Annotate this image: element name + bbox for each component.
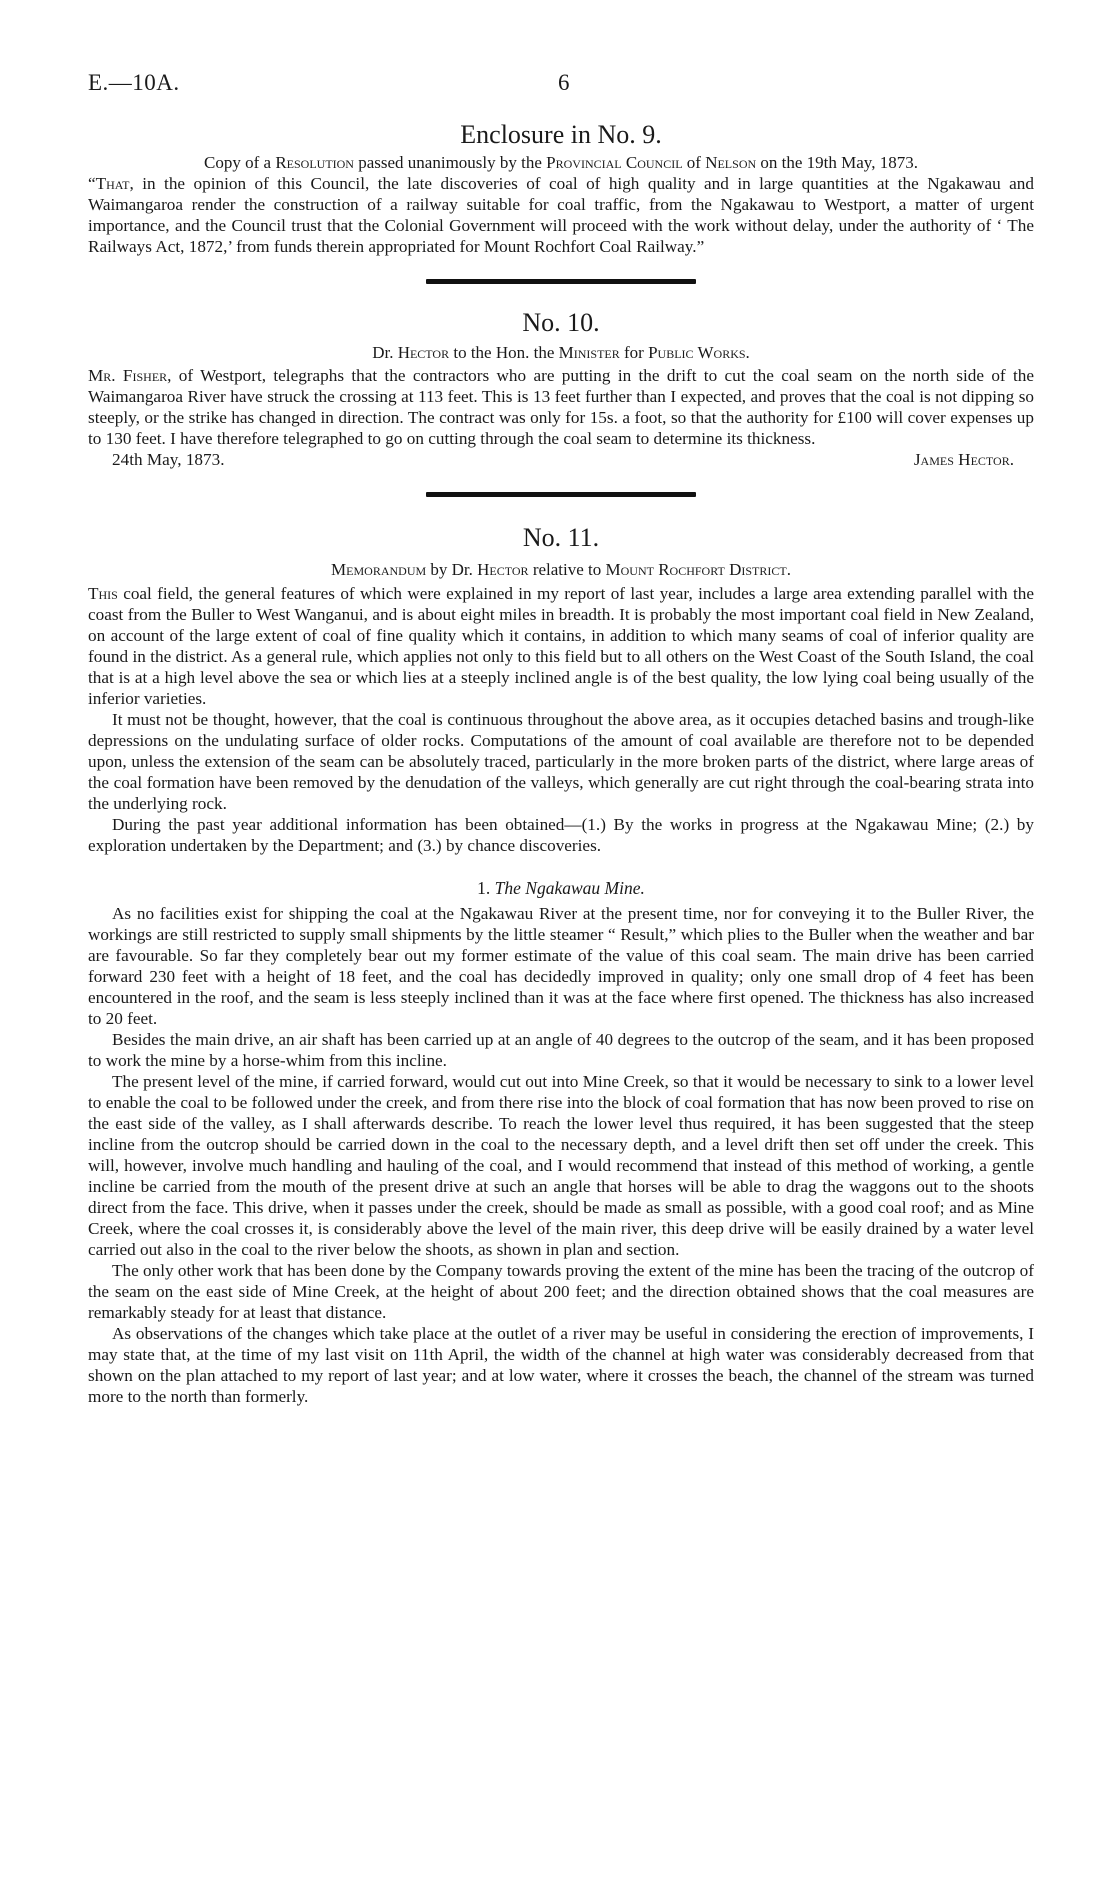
section-divider bbox=[426, 492, 696, 497]
section-paragraph: As no facilities exist for shipping the coal at the Ngakawau River at the present time, nor for conveying it to the Buller River, the workings are still restricted to supply small shipments by the little steamer “ Result,” which plies to the Buller when the weather and bar are favourable. So far they completely bear out my former estimate of the value of this coal seam. The main drive has been carried forward 230 feet with a height of 18 feet, and the coal has decidedly improved in quality; only one small drop of 4 feet has been encountered in the roof, and the seam is less steeply inclined than it was at the face where first opened. The thickness has also increased to 20 feet. bbox=[88, 904, 1034, 1028]
text-span: Hector bbox=[477, 560, 529, 579]
document-reference: E.—10A. bbox=[88, 70, 180, 95]
section-paragraph: The only other work that has been done by the Company towards proving the extent of the mine has been the tracing of the outcrop of the seam on the east side of Mine Creek, at the height of about 200 feet; and the direction obtained shows that the coal measures are remarkably steady for at least that distance. bbox=[88, 1261, 1034, 1322]
text-span: to the Hon. the bbox=[449, 343, 559, 362]
text-span: Minister bbox=[558, 343, 620, 362]
enclosure-subtitle bbox=[118, 152, 1004, 173]
text-span: by Dr. bbox=[426, 560, 478, 579]
no11-subtitle bbox=[118, 559, 1004, 580]
text-span: That bbox=[95, 174, 130, 193]
no11-title: No. 11. bbox=[522, 523, 600, 552]
text-span: passed unanimously by the bbox=[353, 153, 547, 172]
text-span: of bbox=[682, 153, 706, 172]
text-span: on the 19th May, 1873. bbox=[756, 153, 918, 172]
text-span: Public Works. bbox=[648, 343, 750, 362]
text-span: Mount Rochfort District. bbox=[605, 560, 791, 579]
text-span: “ bbox=[88, 174, 96, 193]
no10-subtitle bbox=[118, 342, 1004, 363]
text-span: 1. bbox=[477, 878, 495, 898]
enclosure-title: Enclosure in No. 9. bbox=[460, 120, 662, 149]
telegram-text bbox=[88, 365, 1034, 449]
text-span: Provincial Council bbox=[546, 153, 683, 172]
resolution-text bbox=[88, 173, 1034, 257]
text-span: Resolution bbox=[275, 153, 354, 172]
signature-line bbox=[88, 449, 1034, 470]
memo-paragraph bbox=[88, 583, 1034, 709]
text-span: Dr. bbox=[372, 343, 398, 362]
text-span: , in the opinion of this Council, the late discoveries of coal of high quality and in large quantities at the Ngakawau and Waimangaroa render the construction of a railway suitable for coal traffic, from the Ngakawau to Westport, a matter of urgent importance, and the Council trust that the Colonial Government will proceed with the work without delay, under the authority of ‘ The Railways Act, 1872,’ from funds therein appropriated for Mount Rochfort Coal Railway.” bbox=[88, 174, 1034, 256]
text-span: The Ngakawau Mine. bbox=[494, 878, 645, 898]
memo-paragraph: It must not be thought, however, that the coal is continuous throughout the above area, as it occupies detached basins and trough-like depressions on the undulating surface of older rocks. Computations of the amount of coal available are therefore not to be depended upon, unless the extension of the seam can be absolutely traced, particularly in the more broken parts of the district, where large areas of the coal formation have been removed by the denudation of the valleys, which generally are cut right through the coal-bearing strata into the underlying rock. bbox=[88, 710, 1034, 813]
text-span: coal field, the general features of which were explained in my report of last year, includes a large area extending parallel with the coast from the Buller to West Wanganui, and is about eight miles in breadth. It is probably the most important coal field in New Zealand, on account of the large extent of coal of fine quality which it contains, in addition to which many seams of coal of inferior quality are found in the district. As a general rule, which applies not only to this field but to all others on the West Coast of the South Island, the coal that is at a high level above the sea or which lies at a steeply inclined angle is of the best quality, the low lying coal being usually of the inferior varieties. bbox=[88, 584, 1034, 708]
text-span: Memorandum bbox=[331, 560, 427, 579]
text-span: Mr. Fisher bbox=[88, 366, 168, 385]
text-span: , of Westport, telegraphs that the contractors who are putting in the drift to cut the coal seam on the north side of the Waimangaroa River have struck the crossing at 113 feet. This is 13 feet further than I expected, and proves that the coal is not dipping so steeply, or the strike has changed in direction. The contract was only for 15s. a foot, so that the authority for £100 will cover expenses up to 130 feet. I have therefore telegraphed to go on cutting through the coal seam to determine its thickness. bbox=[88, 366, 1034, 448]
letter-date: 24th May, 1873. bbox=[112, 450, 225, 469]
section-paragraph: As observations of the changes which take place at the outlet of a river may be useful in considering the erection of improvements, I may state that, at the time of my last visit on 11th April, the width of the channel at high water was considerably decreased from that shown on the plan attached to my report of last year; and at low water, where it crosses the beach, the channel of the stream was turned more to the north than formerly. bbox=[88, 1324, 1034, 1406]
text-span: Hector bbox=[397, 343, 450, 362]
no10-title: No. 10. bbox=[522, 308, 600, 337]
text-span: Copy of a bbox=[204, 153, 276, 172]
text-span: relative to bbox=[528, 560, 606, 579]
text-span: for bbox=[619, 343, 649, 362]
section-paragraph: Besides the main drive, an air shaft has been carried up at an angle of 40 degrees to the outcrop of the seam, and it has been proposed to work the mine by a horse-whim from this incline. bbox=[88, 1030, 1034, 1070]
memo-paragraph: During the past year additional information has been obtained—(1.) By the works in progress at the Ngakawau Mine; (2.) by exploration undertaken by the Department; and (3.) by chance discoveries. bbox=[88, 815, 1034, 855]
page-number: 6 bbox=[558, 70, 570, 95]
signature: James Hector. bbox=[913, 450, 1014, 469]
text-span: Nelson bbox=[705, 153, 757, 172]
section-divider bbox=[426, 279, 696, 284]
section-heading bbox=[88, 878, 1034, 899]
page-header bbox=[88, 70, 1034, 106]
document-page bbox=[88, 70, 1034, 1407]
text-span: This bbox=[88, 584, 118, 603]
section-paragraph: The present level of the mine, if carried forward, would cut out into Mine Creek, so that it would be necessary to sink to a lower level to enable the coal to be followed under the creek, and from there rise into the block of coal formation that has now been proved to rise on the east side of the valley, as I shall afterwards describe. To reach the lower level thus required, it has been suggested that the steep incline from the outcrop should be carried down in the coal to the necessary depth, and a level drift then set off under the creek. This will, however, involve much handling and hauling of the coal, and I would recommend that instead of this method of working, a gentle incline be carried from the mouth of the present drive at such an angle that horses will be able to drag the waggons out to the shoots direct from the face. This drive, when it passes under the creek, should be made as small as possible, with a good coal roof; and as Mine Creek, where the coal crosses it, is considerably above the level of the main river, this deep drive will be easily drained by a water level carried out also in the coal to the river below the shoots, as shown in plan and section. bbox=[88, 1072, 1034, 1259]
